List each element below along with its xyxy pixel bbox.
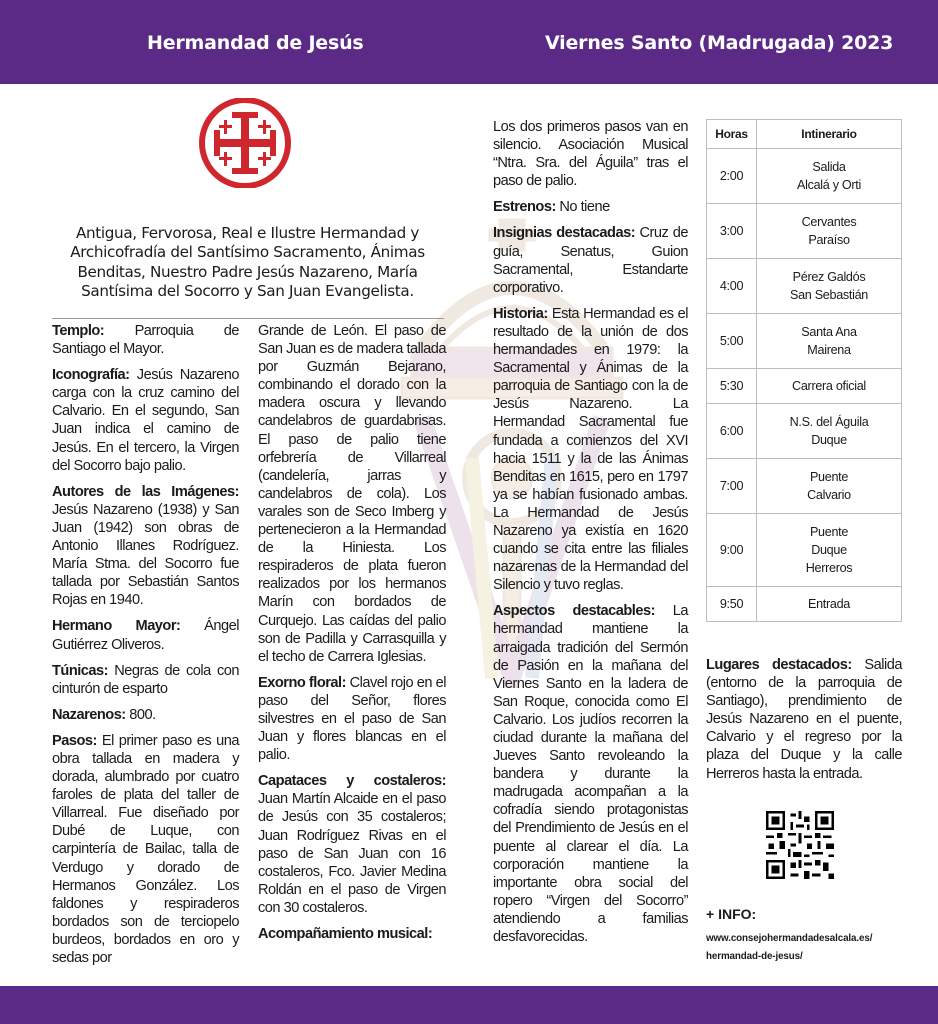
itinerary-stops (757, 404, 902, 459)
itinerary-stop: Duque (811, 433, 847, 447)
itinerary-stop: Paraíso (808, 233, 850, 247)
itinerary-table (706, 119, 902, 622)
itinerary-time: 5:00 (707, 314, 757, 369)
insignias-paragraph: Insignias destacadas: Cruz de guía, Senatus, Guion Sacramental, Estandarte corporativo. (493, 225, 688, 296)
itinerary-row (707, 587, 902, 622)
iconografia-paragraph: Iconografía: Jesús Nazareno carga con la cruz camino del Calvario. En el segundo, San Juan indica el camino de Jesús. En el tercero, la Virgen del Socorro bajo palio. (52, 367, 239, 474)
acompanamiento-heading: Acompañamiento musical: (258, 926, 433, 942)
full-brotherhood-name: Antigua, Fervorosa, Real e Ilustre Hermandad y Archicofradía del Santísimo Sacramento, Ánimas Benditas, Nuestro Padre Jesús Nazareno, María Santísima del Socorro y San Juan Evangelista. (70, 224, 425, 301)
itinerary-row (707, 369, 902, 404)
historia-paragraph: Historia: Esta Hermandad es el resultado de la unión de dos hermandades en 1979: la Sacramental y Ánimas de la parroquia de Santiago con la de Jesús Nazareno. La Hermandad Sacramental fue fundada a comienzos del XVI hacia 1511 y la de las Ánimas Benditas en 1615, pero en 1797 ya se habían fusionado ambas. La Hermandad de Jesús Nazareno ya existía en 1620 cuando se cita entre las filiales nazarenas de la Hermandad del Silencio y tuvo reglas. (493, 305, 688, 594)
itinerary-stops (757, 259, 902, 314)
nazarenos-paragraph: Nazarenos: 800. (52, 706, 156, 723)
brotherhood-title: Hermandad de Jesús (147, 32, 364, 54)
templo-paragraph: Templo: Parroquia de Santiago el Mayor. (52, 323, 239, 358)
tunicas-paragraph: Túnicas: Negras de cola con cinturón de esparto (52, 662, 239, 697)
pasos-paragraph: Pasos: El primer paso es una obra tallada en madera y dorada, alumbrado por cuatro faroles de plata del taller de Villarreal. Fue diseñado por Dubé de Luque, con carpintería de Bailac, talla de Verdugo y dorado de Hermanos González. Los faldones y respiraderos bordados son de terciopelo burdeos, bordados en oro y sedas por (52, 732, 239, 966)
footer-bar (0, 986, 938, 1024)
itinerary-stop: Cervantes (801, 215, 857, 229)
day-title: Viernes Santo (Madrugada) 2023 (545, 32, 894, 54)
itinerary-row (707, 149, 902, 204)
itinerary-time: 2:00 (707, 149, 757, 204)
info-label: + INFO: (706, 906, 757, 922)
itinerary-row (707, 204, 902, 259)
itinerary-stop: Alcalá y Orti (797, 178, 861, 192)
lugares-paragraph: Lugares destacados: Salida (entorno de la parroquia de Santiago), prendimiento de Jesús Nazareno en el puente, Calvario y el regreso por la plaza del Duque y la calle Herreros hasta la entrada. (706, 657, 902, 782)
header-bar (0, 0, 938, 84)
qr-code-icon (766, 811, 834, 879)
itinerary-stops (757, 314, 902, 369)
acompanamiento-continued: Los dos primeros pasos van en silencio. Asociación Musical “Ntra. Sra. del Águila” tras el paso de palio. (493, 119, 688, 190)
itinerary-header-row (707, 120, 902, 149)
capataces-paragraph: Capataces y costaleros: Juan Martín Alcaide en el paso de Jesús con 35 costaleros; Juan Rodríguez Rivas en el paso de San Juan con 16 costaleros, Fco. Javier Medina Roldán en el paso de Virgen con 30 costaleros. (258, 773, 446, 916)
hermano-mayor-paragraph: Hermano Mayor: Ángel Gutiérrez Oliveros. (52, 618, 239, 653)
itinerary-stops (757, 369, 902, 404)
itinerary-time: 9:50 (707, 587, 757, 622)
itinerary-stops (757, 587, 902, 622)
pasos-continued: Grande de León. El paso de San Juan es de madera tallada por Guzmán Bejarano, combinando el dorado con la madera oscura y llevando candelabros de guardabrisas. El paso de palio tiene orfebrería de Villarreal (candelería, jarras y candelabros de cola). Los varales son de Seco Imberg y pertenecieron a la Hermandad de la Hiniesta. Los respiraderos de plata fueron realizados por los hermanos Marín con bordados de Curquejo. Las caídas del palio son de Padilla y Carrasquilla y el techo de Carrera Iglesias. (258, 323, 446, 665)
itinerary-stop: N.S. del Águila (789, 415, 869, 429)
itinerary-stop: Duque (811, 543, 847, 557)
itinerary-stop: Salida (812, 160, 846, 174)
hours-column-header: Horas (707, 120, 757, 149)
divider (52, 318, 444, 319)
itinerary-stop: San Sebastián (789, 288, 869, 302)
itinerary-row (707, 314, 902, 369)
itinerary-row (707, 259, 902, 314)
itinerary-stop: Mairena (807, 343, 851, 357)
itinerary-stops (757, 514, 902, 587)
jerusalem-cross-icon (194, 98, 296, 188)
itinerary-stop: Puente (809, 470, 849, 484)
column-2 (258, 322, 446, 951)
exorno-paragraph: Exorno floral: Clavel rojo en el paso del Señor, flores silvestres en el paso de San Juan y flores blancas en el palio. (258, 674, 446, 764)
itinerary-stops (757, 204, 902, 259)
itinerary-time: 4:00 (707, 259, 757, 314)
info-url-line-1[interactable]: www.consejohermandadesalcala.es/ (706, 933, 873, 944)
itinerary-stop: Calvario (807, 488, 851, 502)
itinerary-stops (757, 149, 902, 204)
info-url-line-2[interactable]: hermandad-de-jesus/ (706, 951, 803, 962)
itinerary-time: 9:00 (707, 514, 757, 587)
itinerary-stop: Pérez Galdós (792, 270, 866, 284)
itinerary-stop: Carrera oficial (792, 379, 866, 393)
column-1 (52, 322, 239, 975)
itinerary-time: 3:00 (707, 204, 757, 259)
autores-paragraph: Autores de las Imágenes: Jesús Nazareno (1938) y San Juan (1942) son obras de Antonio Illanes Rodríguez. María Stma. del Socorro fue tallada por Sebastián Santos Rojas en 1940. (52, 483, 239, 609)
aspectos-paragraph: Aspectos destacables: La hermandad mantiene la arraigada tradición del Sermón de Pasión en la mañana del Viernes Santo en la ladera de San Roque, conocida como El Calvario. Los judíos recorren la ciudad durante la mañana del Jueves Santo revoleando la bandera y durante la madrugada acompañan a la cofradía siendo protagonistas del Prendimiento de Jesús en el puente al clarear el día. La corporación mantiene la importante obra social del ropero “Virgen del Socorro” atendiendo a familias desfavorecidas. (493, 603, 688, 946)
itinerary-time: 6:00 (707, 404, 757, 459)
itinerary-time: 5:30 (707, 369, 757, 404)
itinerary-stop: Santa Ana (801, 325, 857, 339)
itinerary-row (707, 404, 902, 459)
itinerary-time: 7:00 (707, 459, 757, 514)
itinerary-stop: Herreros (805, 561, 853, 575)
estrenos-paragraph: Estrenos: No tiene (493, 199, 610, 216)
itinerary-stop: Entrada (807, 597, 850, 611)
itinerary-row (707, 459, 902, 514)
itinerary-stop: Puente (809, 525, 849, 539)
itinerary-row (707, 514, 902, 587)
itinerary-stops (757, 459, 902, 514)
column-3 (493, 118, 688, 954)
route-column-header: Intinerario (757, 120, 902, 149)
